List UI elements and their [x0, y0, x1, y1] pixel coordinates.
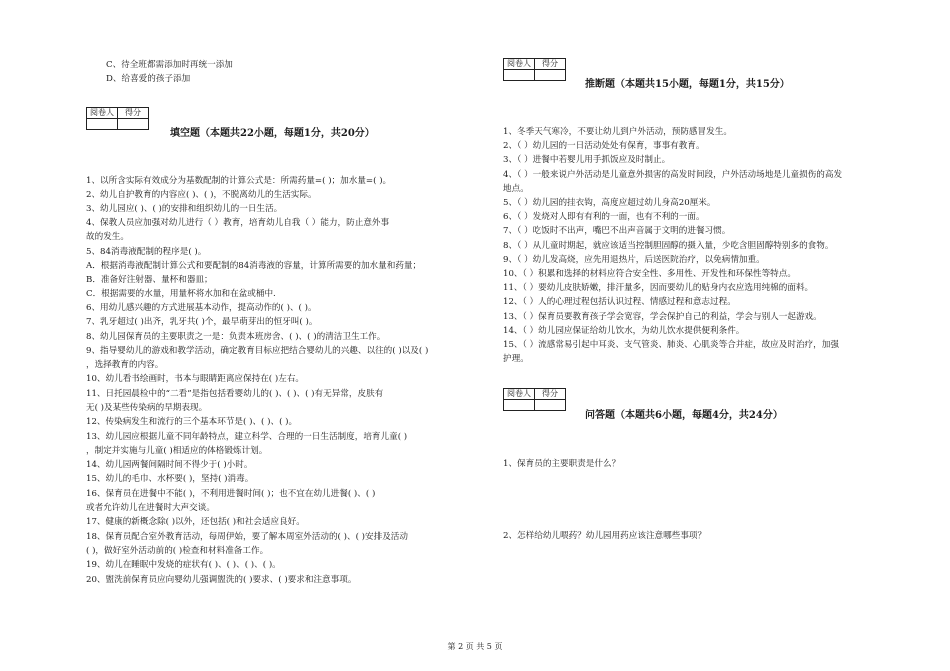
judge-line: 7、（ ）吃饭时不出声，嘴巴不出声音属于文明的进餐习惯。	[503, 226, 731, 236]
reviewer-cell	[87, 119, 118, 130]
judge-line: 13、（ ）保育员要教育孩子学会宽容，学会保护自己的利益，学会与别人一起游戏。	[503, 312, 822, 322]
fill-line: 13、幼儿园应根据儿童不同年龄特点，建立科学、合理的一日生活制度，培育儿童( )	[86, 432, 408, 442]
fill-line: 3、幼儿园应( )、( )的安排和组织幼儿的一日生活。	[86, 204, 283, 214]
judge-line: 护理。	[503, 354, 529, 364]
reviewer-label: 阅卷人	[87, 108, 118, 119]
fill-line: 11、日托园晨检中的“二看”是指包括看婴幼儿的( )、( )、( )有无异常，皮肤有	[86, 389, 384, 399]
fill-line: 2、幼儿自护教育的内容应( )、( )，不脱离幼儿的生活实际。	[86, 190, 317, 200]
fill-line: C．根据需要的水量，用量杯将水加和在盆或桶中.	[86, 289, 276, 299]
judge-line: 9、（ ）幼儿发高烧，应先用退热片，后送医院治疗，以免病情加重。	[503, 255, 765, 265]
fill-line: B．准备好注射器、量杯和器皿；	[86, 275, 213, 285]
judge-line: 4、（ ）一般来说户外活动是儿童意外损害的高发时间段，户外活动场地是儿童损伤的高发	[503, 170, 843, 180]
reviewer-label: 阅卷人	[504, 59, 535, 70]
fill-line: A．根据消毒液配制计算公式和要配制的84消毒液的容量，计算所需要的加水量和药量；	[86, 261, 422, 271]
qa-question: 1、保育员的主要职责是什么？	[503, 459, 621, 469]
score-table-fill	[86, 107, 149, 130]
fill-line: 5、84消毒液配制的程序是( )。	[86, 247, 207, 257]
score-label: 得分	[535, 389, 566, 400]
fill-line: ，制定并实施与儿童( )相适应的体格锻炼计划。	[86, 446, 268, 456]
fill-line: 7、乳牙超过( )出齐，乳牙共( )个，最早萌芽出的恒牙叫( )。	[86, 317, 318, 327]
fill-line: 9、指导婴幼儿的游戏和教学活动，确定教育目标应把结合婴幼儿的兴趣、以往的( )以及( )	[86, 346, 429, 356]
fill-line: 16、保育员在进餐中不能( )，不利用进餐时间( )；也不宜在幼儿进餐( )、( )	[86, 489, 376, 499]
page-footer: 第 2 页 共 5 页	[447, 642, 503, 651]
judge-line: 1、冬季天气寒冷，不要让幼儿到户外活动，预防感冒发生。	[503, 127, 732, 137]
score-cell	[118, 119, 149, 130]
qa-section-title: 问答题（本题共6小题，每题4分，共24分）	[585, 410, 783, 421]
fill-line: 4、保教人员应加强对幼儿进行（ ）教育，培育幼儿自我（ ）能力，防止意外事	[86, 218, 390, 228]
score-label: 得分	[535, 59, 566, 70]
fill-line: ，选择教育的内容。	[86, 360, 164, 370]
fill-line: 14、幼儿园两餐间隔时间不得少于( )小时。	[86, 460, 253, 470]
fill-line: 8、幼儿园保育员的主要职责之一是：负责本班房舍、( )、( )的清洁卫生工作。	[86, 332, 386, 342]
judge-line: 14、（ ）幼儿园应保证给幼儿饮水，为幼儿饮水提供便利条件。	[503, 326, 745, 336]
fill-line: 15、幼儿的毛巾、水杯要( )，坚持( )消毒。	[86, 474, 254, 484]
judge-line: 8、（ ）从儿童时期起，就应该适当控制胆固醇的摄入量，少吃含胆固醇特别多的食物。	[503, 241, 834, 251]
reviewer-cell	[504, 70, 535, 81]
score-cell	[535, 70, 566, 81]
score-cell	[535, 400, 566, 411]
fill-line: 或者允许幼儿在进餐时大声交谈。	[86, 503, 215, 513]
fill-section-title: 填空题（本题共22小题，每题1分，共20分）	[170, 128, 375, 139]
option-c: C、待全班都需添加时再统一添加	[106, 60, 233, 70]
fill-line: 17、健康的新概念除( )以外，还包括( )和社会适应良好。	[86, 517, 305, 527]
judge-line: 5、（ ）幼儿园的挂衣钩，高度应超过幼儿身高20厘米。	[503, 198, 716, 208]
fill-line: ( )，做好室外活动前的( )检查和材料准备工作。	[86, 546, 269, 556]
option-d: D、给喜爱的孩子添加	[106, 74, 191, 84]
judge-line: 12、（ ）人的心理过程包括认识过程、情感过程和意志过程。	[503, 297, 736, 307]
fill-line: 故的发生。	[86, 232, 129, 242]
judge-line: 地点。	[503, 184, 529, 194]
score-table-judge	[503, 58, 566, 81]
fill-line: 10、幼儿看书绘画时，书本与眼睛距离应保持在( )左右。	[86, 374, 305, 384]
judge-line: 11、（ ）要幼儿皮肤娇嫩，排汗量多，因而要幼儿的贴身内衣应选用纯棉的面料。	[503, 283, 814, 293]
fill-line: 19、幼儿在睡眠中发烧的症状有( )、( )、( )、( )。	[86, 560, 281, 570]
judge-line: 6、（ ）发烧对人即有有利的一面，也有不利的一面。	[503, 212, 705, 222]
score-label: 得分	[118, 108, 149, 119]
judge-line: 2、（ ）幼儿园的一日活动处处有保育，事事有教育。	[503, 141, 705, 151]
fill-line: 18、保育员配合室外教育活动，每周伊始，要了解本周室外活动的( )、( )安排及活动	[86, 532, 408, 542]
judge-line: 10、（ ）积累和选择的材料应符合安全性、多用性、开发性和环保性等特点。	[503, 269, 796, 279]
fill-line: 1、以所含实际有效成分为基数配制的计算公式是：所需药量=( )；加水量=( )。	[86, 176, 392, 186]
judge-line: 15、（ ）流感常易引起中耳炎、支气管炎、肺炎、心肌炎等合并症，故应及时治疗，加强	[503, 340, 839, 350]
qa-question: 2、怎样给幼儿喂药？幼儿园用药应该注意哪些事项？	[503, 531, 707, 541]
fill-line: 12、传染病发生和流行的三个基本环节是( )、( )、( )。	[86, 417, 298, 427]
score-table-qa	[503, 388, 566, 411]
fill-line: 无( )及某些传染病的早期表现。	[86, 403, 208, 413]
fill-line: 6、用幼儿感兴趣的方式进展基本动作，提高动作的( )、( )。	[86, 303, 317, 313]
reviewer-label: 阅卷人	[504, 389, 535, 400]
fill-line: 20、盥洗前保育员应向婴幼儿强调盥洗的( )要求、( )要求和注意事项。	[86, 575, 357, 585]
judge-section-title: 推断题（本题共15小题，每题1分，共15分）	[585, 79, 790, 90]
judge-line: 3、（ ）进餐中若婴儿用手抓饭应及时制止。	[503, 155, 671, 165]
reviewer-cell	[504, 400, 535, 411]
